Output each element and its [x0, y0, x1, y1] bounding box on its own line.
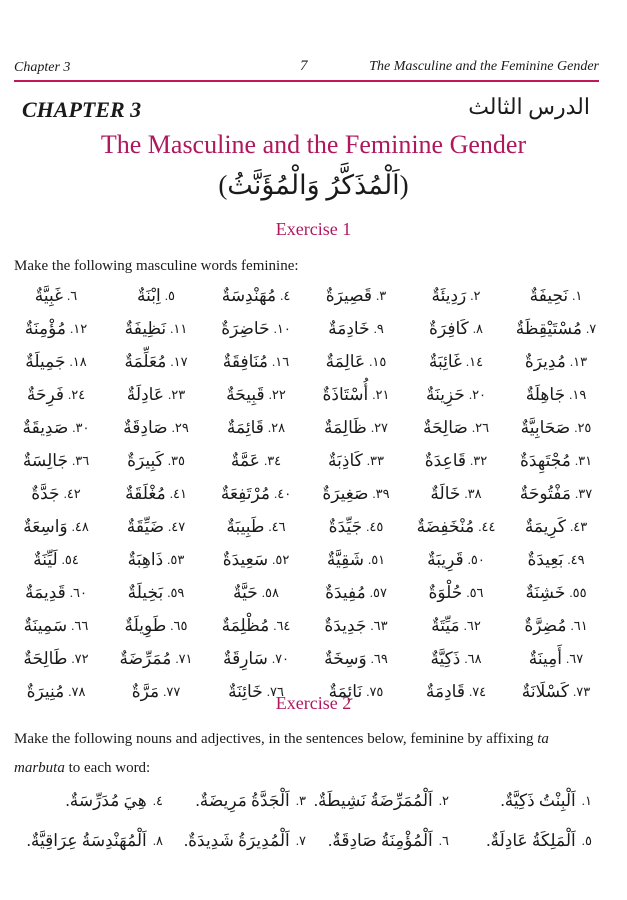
exercise-item [206, 576, 306, 609]
item-number: ٢٠. [468, 386, 487, 402]
item-word: صَغِيرَةٌ [322, 483, 369, 503]
item-number: ٣٢. [470, 452, 488, 468]
item-number: ٤٠. [273, 485, 292, 501]
item-number: ٢٦. [471, 419, 490, 435]
exercise2-instruction-marbuta: marbuta [14, 760, 65, 776]
header-running-title: The Masculine and the Feminine Gender [369, 59, 599, 74]
item-number: ١. [572, 287, 583, 303]
item-number: ٤١. [169, 485, 187, 501]
exercise-item [306, 279, 406, 312]
item-word: قَبِيحَةٌ [226, 384, 265, 404]
item-word: مَفْتُوحَةٌ [519, 483, 572, 503]
item-number: ٦. [67, 287, 78, 303]
item-number: ٧. [585, 320, 597, 336]
item-number: ٤٨. [71, 518, 89, 534]
exercise-item [506, 576, 606, 609]
exercise-item [506, 543, 606, 576]
exercise-item [406, 609, 506, 642]
exercise1-instruction: Make the following masculine words feminine: [14, 258, 299, 274]
exercise-item [106, 477, 206, 510]
exercise-item [306, 477, 406, 510]
item-number: ٧٥. [366, 683, 384, 699]
item-number: ٢٩. [171, 419, 189, 435]
item-number: ٥١. [367, 551, 386, 567]
item-word: سَارِقَةٌ [222, 648, 268, 668]
exercise-item [306, 821, 449, 861]
item-number: ٦٣. [370, 617, 388, 633]
exercise-item [6, 345, 106, 378]
item-number: ٤٦. [268, 518, 286, 534]
item-number: ٥٨. [261, 584, 279, 600]
exercise-item [106, 378, 206, 411]
item-word: نَظِيفَةٌ [124, 318, 167, 338]
item-number: ٦. [438, 833, 449, 848]
item-number: ٣٧. [575, 485, 593, 501]
item-word: ذَاهِبَةٌ [127, 549, 164, 569]
item-number: ٧٢. [71, 650, 89, 666]
item-word: عَمَّةٌ [230, 450, 260, 470]
exercise-item [406, 576, 506, 609]
item-word: نَائِمَةٌ [328, 681, 363, 701]
exercise-item [206, 378, 306, 411]
item-number: ٦٠. [69, 584, 87, 600]
item-number: ٣٠. [72, 419, 90, 435]
exercise-item [6, 576, 106, 609]
exercise1-word-grid [6, 279, 606, 708]
item-number: ٦٨. [464, 650, 482, 666]
exercise-item [406, 411, 506, 444]
item-number: ١١. [170, 320, 188, 336]
exercise-item [306, 543, 406, 576]
item-word: قَاعِدَةٌ [424, 450, 467, 470]
item-number: ٢. [438, 793, 449, 808]
item-number: ٤. [152, 793, 163, 808]
item-word: خَالَةٌ [430, 483, 461, 503]
exercise-item [20, 821, 163, 861]
item-number: ٢٤. [67, 386, 86, 402]
item-number: ٦٦. [71, 617, 89, 633]
exercise-item [206, 477, 306, 510]
chapter-title: The Masculine and the Feminine Gender [100, 130, 527, 159]
item-number: ٧٤. [468, 683, 487, 699]
header-rule [14, 80, 599, 82]
item-number: ٤٣. [569, 518, 588, 534]
item-number: ٤٩. [567, 551, 585, 567]
item-number: ٢. [470, 287, 481, 303]
item-word: مُنَافِقَةٌ [222, 351, 269, 371]
exercise-item [6, 543, 106, 576]
item-number: ٥. [164, 287, 175, 303]
item-word: حَيَّةٌ [233, 582, 258, 602]
exercise-item [306, 345, 406, 378]
item-number: ٥. [581, 833, 592, 848]
item-number: ٣٤. [263, 452, 282, 468]
item-word: عَادِلَةٌ [126, 384, 164, 404]
item-number: ٦٤. [273, 617, 291, 633]
exercise-item [306, 781, 449, 821]
item-number: ٧١. [175, 650, 193, 666]
exercise-item [406, 477, 506, 510]
item-word: حُلْوَةٌ [428, 582, 463, 602]
exercise2-sentence-grid [20, 781, 592, 861]
item-number: ٣. [295, 793, 306, 808]
item-word: وَاسِعَةٌ [23, 516, 68, 536]
item-number: ٢٨. [267, 419, 286, 435]
item-word: مُضِرَّةٌ [524, 615, 567, 635]
exercise2-instruction [14, 731, 614, 748]
item-number: ٥٧. [369, 584, 387, 600]
exercise-item [406, 312, 506, 345]
item-number: ٧. [295, 833, 306, 848]
exercise-item [306, 312, 406, 345]
item-word: مُعَلِّمَةٌ [124, 351, 167, 371]
exercise-item [206, 279, 306, 312]
item-word: قَصِيرَةٌ [325, 285, 373, 305]
item-word: رَدِيئَةٌ [431, 285, 467, 305]
item-word: نَحِيفَةٌ [529, 285, 569, 305]
exercise-item [206, 642, 306, 675]
exercise-item [506, 345, 606, 378]
exercise-item [506, 378, 606, 411]
item-word: جَالِسَةٌ [22, 450, 68, 470]
exercise-item [20, 781, 163, 821]
item-number: ١٦. [272, 353, 290, 369]
exercise-item [406, 279, 506, 312]
item-word: لَيِّنَةٌ [33, 549, 58, 569]
item-word: سَعِيدَةٌ [222, 549, 269, 569]
exercise-item [449, 821, 592, 861]
exercise-item [506, 444, 606, 477]
exercise2-heading: Exercise 2 [275, 693, 352, 713]
item-word: مُنِيرَةٌ [26, 681, 65, 701]
exercise-item [6, 477, 106, 510]
item-word: كَاذِبَةٌ [328, 450, 363, 470]
item-word: ذَكِيَّةٌ [430, 648, 461, 668]
arabic-lesson-heading: الدرس الثالث [468, 94, 590, 119]
item-number: ١٣. [569, 353, 588, 369]
item-number: ١٥. [369, 353, 387, 369]
exercise-item [163, 781, 306, 821]
item-word: اَلْجَدَّةُ مَرِيضَةٌ. [195, 791, 290, 810]
item-word: مَيِّتَةٌ [431, 615, 460, 635]
item-word: مُهَنْدِسَةٌ [221, 285, 277, 305]
item-word: مُرْتَفِعَةٌ [220, 483, 270, 503]
item-word: كَبِيرَةٌ [127, 450, 164, 470]
exercise-item [163, 821, 306, 861]
item-word: اَلْمُؤْمِنَةُ صَادِقَةٌ. [327, 831, 433, 850]
item-number: ٣١. [574, 452, 593, 468]
exercise-item [106, 642, 206, 675]
running-header [14, 58, 599, 80]
exercise-item [306, 444, 406, 477]
item-word: غَائِبَةٌ [428, 351, 462, 371]
exercise-item [106, 576, 206, 609]
item-word: صَالِحَةٌ [422, 417, 468, 437]
item-number: ٣. [376, 287, 387, 303]
exercise-item [406, 444, 506, 477]
item-number: ٧٧. [163, 683, 181, 699]
exercise-item [106, 312, 206, 345]
item-number: ٦٩. [370, 650, 388, 666]
item-number: ٥٤. [61, 551, 79, 567]
exercise-item [506, 510, 606, 543]
item-word: جَمِيلَةٌ [25, 351, 66, 371]
item-number: ٤٢. [63, 485, 81, 501]
item-word: شَقِيَّةٌ [326, 549, 364, 569]
item-number: ١. [581, 793, 592, 808]
item-number: ٨. [152, 833, 163, 848]
header-page-number: 7 [300, 58, 308, 74]
item-number: ٥٢. [272, 551, 290, 567]
exercise-item [6, 378, 106, 411]
exercise2-instruction-cont [14, 760, 150, 777]
item-word: مُظْلِمَةٌ [221, 615, 270, 635]
item-word: جَدِيدَةٌ [324, 615, 367, 635]
exercise-item [106, 543, 206, 576]
exercise2-instruction-line1: Make the following nouns and adjectives, in the sentences below, feminine by affixing [14, 731, 534, 747]
item-word: قَدِيمَةٌ [25, 582, 66, 602]
exercise-item [106, 279, 206, 312]
exercise-item [6, 312, 106, 345]
exercise-item [106, 411, 206, 444]
exercise-item [306, 411, 406, 444]
item-number: ٥٠. [467, 551, 485, 567]
item-word: أَمِينَةٌ [528, 648, 562, 668]
item-word: عَالِمَةٌ [325, 351, 366, 371]
item-number: ٣٣. [366, 452, 384, 468]
exercise-item [206, 312, 306, 345]
item-word: هِيَ مُدَرِّسَةٌ. [65, 791, 147, 810]
exercise-item [106, 609, 206, 642]
item-number: ٢٢. [268, 386, 286, 402]
item-word: حَاضِرَةٌ [221, 318, 270, 338]
item-word: مُجْتَهِدَةٌ [519, 450, 571, 470]
item-word: بَخِيلَةٌ [127, 582, 164, 602]
item-word: غَبِيَّةٌ [34, 285, 64, 305]
exercise-item [106, 444, 206, 477]
exercise-item [6, 510, 106, 543]
item-word: أُسْتَاذَةٌ [322, 384, 369, 404]
item-number: ٦٧. [566, 650, 584, 666]
item-word: قَادِمَةٌ [425, 681, 465, 701]
item-number: ١٨. [69, 353, 87, 369]
exercise1-heading: Exercise 1 [275, 219, 352, 239]
item-number: ٧٦. [266, 683, 284, 699]
exercise-item [206, 510, 306, 543]
arabic-chapter-title: (اَلْمُذَكَّرُ وَالْمُؤَنَّثُ) [218, 170, 409, 200]
item-word: اَلْمُمَرِّضَةُ نَشِيطَةٌ. [313, 791, 433, 810]
item-word: اَلْبِنْتُ ذَكِيَّةٌ. [500, 791, 576, 810]
item-number: ٣٦. [71, 452, 90, 468]
item-word: جَاهِلَةٌ [525, 384, 566, 404]
item-number: ٤. [280, 287, 291, 303]
item-word: مُمَرِّضَةٌ [119, 648, 172, 668]
item-number: ٦١. [570, 617, 588, 633]
item-word: سَمِينَةٌ [23, 615, 68, 635]
exercise-item [306, 378, 406, 411]
item-number: ١٢. [70, 320, 88, 336]
item-word: مُؤْمِنَةٌ [24, 318, 67, 338]
exercise2-instruction-line2: to each word: [68, 760, 151, 776]
item-word: طَالِحَةٌ [23, 648, 68, 668]
item-word: مَرَّةٌ [131, 681, 160, 701]
item-word: جَيِّدَةٌ [328, 516, 363, 536]
exercise-item [406, 543, 506, 576]
exercise-item [306, 576, 406, 609]
item-word: اِبْنَةٌ [137, 285, 161, 305]
exercise-item [6, 609, 106, 642]
exercise2-instruction-ta: ta [537, 731, 549, 747]
exercise-item [306, 642, 406, 675]
item-word: صَدِيقَةٌ [22, 417, 69, 437]
item-number: ٨. [472, 320, 483, 336]
exercise-item [206, 609, 306, 642]
item-number: ٦٢. [463, 617, 481, 633]
exercise-item [449, 781, 592, 821]
item-word: جَدَّةٌ [31, 483, 60, 503]
item-word: خَشِنَةٌ [525, 582, 566, 602]
item-number: ٤٥. [366, 518, 384, 534]
item-number: ١٠. [273, 320, 291, 336]
item-word: طَوِيلَةٌ [124, 615, 167, 635]
item-word: قَائِمَةٌ [226, 417, 264, 437]
item-number: ٢٧. [370, 419, 389, 435]
exercise-item [506, 477, 606, 510]
item-word: قَرِيبَةٌ [427, 549, 464, 569]
exercise-item [506, 279, 606, 312]
exercise-item [6, 642, 106, 675]
item-word: صَحَابِيَّةٌ [520, 417, 571, 437]
exercise-item [506, 312, 606, 345]
item-word: كَافِرَةٌ [429, 318, 469, 338]
exercise-item [406, 345, 506, 378]
item-word: وَسِخَةٌ [324, 648, 367, 668]
exercise-item [106, 510, 206, 543]
item-number: ٤٤. [478, 518, 496, 534]
exercise-item [6, 411, 106, 444]
exercise-item [6, 444, 106, 477]
item-number: ٣٨. [464, 485, 482, 501]
item-number: ١٧. [170, 353, 188, 369]
item-word: حَزِينَةٌ [425, 384, 465, 404]
exercise-item [506, 609, 606, 642]
item-number: ٤٧. [168, 518, 186, 534]
exercise-item [306, 510, 406, 543]
exercise-item [406, 510, 506, 543]
exercise-item [106, 345, 206, 378]
item-number: ٦٥. [170, 617, 188, 633]
item-number: ١٤. [465, 353, 484, 369]
item-word: مُسْتَيْقِظَةٌ [515, 318, 582, 338]
exercise-item [206, 411, 306, 444]
item-word: فَرِحَةٌ [26, 384, 64, 404]
item-word: مُغْلَقَةٌ [125, 483, 166, 503]
exercise-item [206, 444, 306, 477]
item-number: ٥٦. [466, 584, 484, 600]
item-number: ٣٥. [167, 452, 185, 468]
item-word: مُدِيرَةٌ [524, 351, 566, 371]
item-word: كَرِيمَةٌ [524, 516, 566, 536]
item-number: ٢٥. [574, 419, 592, 435]
item-word: طَبِيبَةٌ [226, 516, 265, 536]
exercise-item [406, 642, 506, 675]
item-number: ٥٩. [167, 584, 185, 600]
item-word: صَادِقَةٌ [123, 417, 168, 437]
item-number: ٥٥. [569, 584, 587, 600]
item-number: ٢١. [372, 386, 390, 402]
exercise-item [406, 378, 506, 411]
item-word: اَلْمَلِكَةُ عَادِلَةٌ. [486, 831, 576, 850]
item-number: ٧٨. [68, 683, 86, 699]
item-word: اَلْمُدِيرَةُ شَدِيدَةٌ. [183, 831, 290, 850]
item-number: ٩. [373, 320, 384, 336]
item-word: اَلْمُهَنْدِسَةُ عِرَاقِيَّةٌ. [26, 831, 147, 850]
item-number: ٢٣. [167, 386, 186, 402]
item-number: ٥٣. [167, 551, 185, 567]
header-chapter: Chapter 3 [14, 60, 71, 75]
item-number: ١٩. [569, 386, 587, 402]
item-number: ٣٩. [372, 485, 390, 501]
item-word: بَعِيدَةٌ [527, 549, 564, 569]
item-word: كَسْلَانَةٌ [521, 681, 570, 701]
item-word: ضَيِّقَةٌ [126, 516, 165, 536]
item-word: مُفِيدَةٌ [325, 582, 366, 602]
item-number: ٧٠. [271, 650, 290, 666]
chapter-heading: CHAPTER 3 [22, 97, 142, 122]
item-number: ٧٣. [573, 683, 591, 699]
exercise-item [306, 609, 406, 642]
exercise-item [206, 543, 306, 576]
item-word: مُنْخَفِضَةٌ [416, 516, 475, 536]
item-word: ظَالِمَةٌ [323, 417, 367, 437]
exercise-item [206, 345, 306, 378]
item-word: خَادِمَةٌ [328, 318, 370, 338]
exercise-item [6, 279, 106, 312]
exercise-item [506, 411, 606, 444]
item-word: خَائِنَةٌ [228, 681, 263, 701]
exercise-item [506, 642, 606, 675]
